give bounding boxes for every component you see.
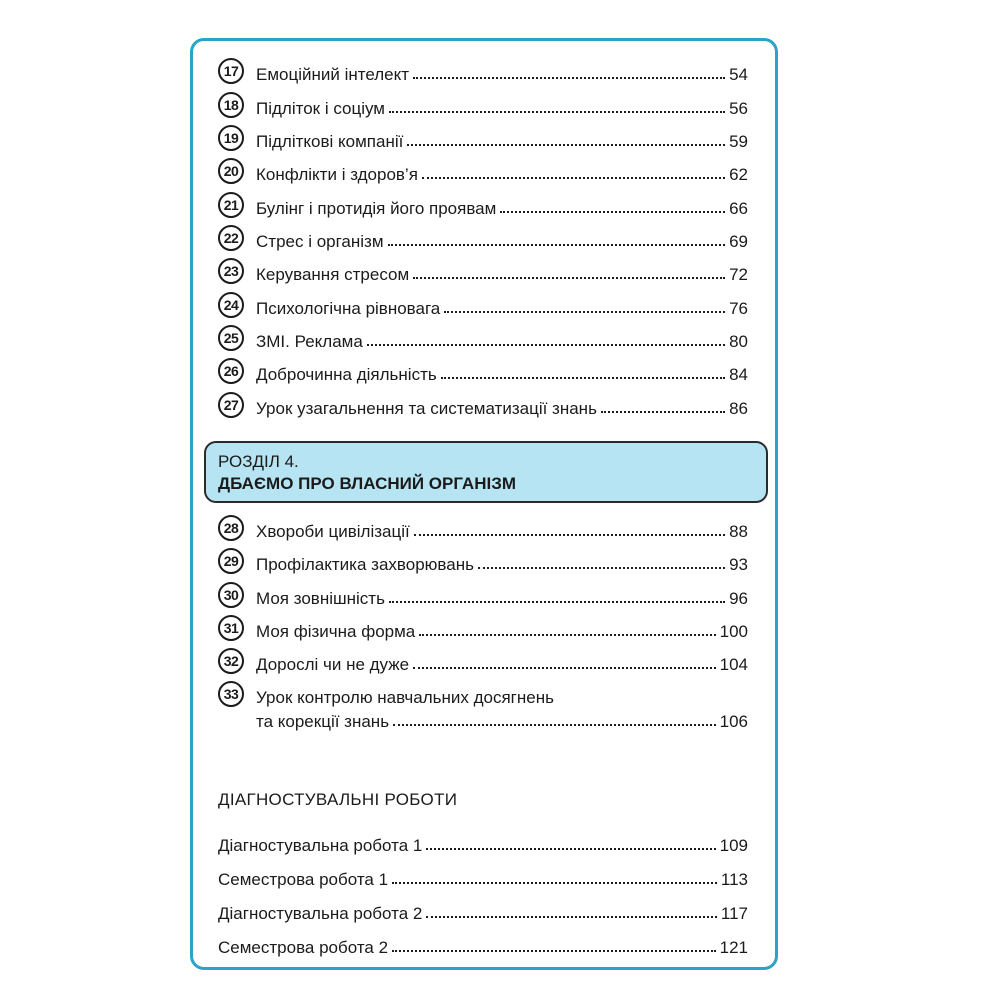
lesson-title: Підліток і соціум xyxy=(256,99,385,118)
page-number: 56 xyxy=(729,99,748,118)
toc-entry-27[interactable] xyxy=(218,389,748,419)
toc-entry-23[interactable] xyxy=(218,255,748,285)
page-number: 106 xyxy=(719,712,748,731)
lesson-number-badge: 23 xyxy=(218,258,244,284)
toc-entry-32[interactable] xyxy=(218,645,748,675)
work-title: Діагностувальна робота 1 xyxy=(218,836,423,855)
toc-entry-28[interactable] xyxy=(218,512,748,542)
toc-diagnostic-entry[interactable] xyxy=(218,928,748,958)
dot-leader xyxy=(389,111,725,113)
lesson-title: Доброчинна діяльність xyxy=(256,365,437,384)
lesson-number-badge: 20 xyxy=(218,158,244,184)
page-number: 117 xyxy=(720,904,748,923)
page-number: 80 xyxy=(729,332,748,351)
lesson-title: Дорослі чи не дуже xyxy=(256,655,410,674)
dot-leader xyxy=(413,77,725,79)
lesson-number-badge: 27 xyxy=(218,392,244,418)
toc-diagnostic-entry[interactable] xyxy=(218,860,748,890)
dot-leader xyxy=(601,411,725,413)
toc-entry-22[interactable] xyxy=(218,222,748,252)
page-number: 66 xyxy=(729,199,748,218)
lesson-number-badge: 32 xyxy=(218,648,244,674)
lesson-number-badge: 28 xyxy=(218,515,244,541)
lesson-title: Конфлікти і здоров’я xyxy=(256,165,418,184)
dot-leader xyxy=(414,534,725,536)
toc-entry-26[interactable] xyxy=(218,355,748,385)
toc-diagnostic-entry[interactable] xyxy=(218,894,748,924)
lesson-number-badge: 29 xyxy=(218,548,244,574)
page-number: 100 xyxy=(719,622,748,641)
work-title: Семестрова робота 1 xyxy=(218,870,389,889)
page-number: 86 xyxy=(729,399,748,418)
page-number: 104 xyxy=(719,655,748,674)
lesson-number-badge: 21 xyxy=(218,192,244,218)
toc-entry-25[interactable] xyxy=(218,322,748,352)
dot-leader xyxy=(426,848,715,850)
dot-leader xyxy=(393,724,716,726)
page-number: 93 xyxy=(729,555,748,574)
lesson-title: Профілактика захворювань xyxy=(256,555,474,574)
toc-entry-20[interactable] xyxy=(218,155,748,185)
lesson-title: Психологічна рівновага xyxy=(256,299,441,318)
dot-leader xyxy=(413,667,716,669)
page-number: 88 xyxy=(729,522,748,541)
work-title: Діагностувальна робота 2 xyxy=(218,904,423,923)
diagnostics-heading: ДІАГНОСТУВАЛЬНІ РОБОТИ xyxy=(218,790,458,809)
toc-entry-30[interactable] xyxy=(218,579,748,609)
toc-entry-24[interactable] xyxy=(218,289,748,319)
lesson-title: Емоційний інтелект xyxy=(256,65,410,84)
dot-leader xyxy=(426,916,717,918)
page-number: 69 xyxy=(729,232,748,251)
lesson-number-badge: 19 xyxy=(218,125,244,151)
page-number: 121 xyxy=(719,938,748,957)
dot-leader xyxy=(367,344,725,346)
dot-leader xyxy=(419,634,715,636)
page-number: 113 xyxy=(720,870,748,889)
page-number: 109 xyxy=(719,836,748,855)
page-number: 96 xyxy=(729,589,748,608)
toc-entry-17[interactable] xyxy=(218,55,748,85)
page-number: 62 xyxy=(729,165,748,184)
lesson-title: Моя зовнішність xyxy=(256,589,385,608)
work-title: Семестрова робота 2 xyxy=(218,938,389,957)
dot-leader xyxy=(422,177,725,179)
lesson-title-line-1: Урок контролю навчальних досягнень xyxy=(256,688,554,707)
dot-leader xyxy=(392,882,717,884)
toc-entry-19[interactable] xyxy=(218,122,748,152)
toc-entry-21[interactable] xyxy=(218,189,748,219)
lesson-title: Керування стресом xyxy=(256,265,410,284)
lesson-number-badge: 17 xyxy=(218,58,244,84)
dot-leader xyxy=(413,277,725,279)
dot-leader xyxy=(388,244,726,246)
lesson-number-badge: 22 xyxy=(218,225,244,251)
lesson-title: Хвороби цивілізації xyxy=(256,522,410,541)
section-4-header[interactable] xyxy=(204,441,768,503)
lesson-number-badge: 31 xyxy=(218,615,244,641)
lesson-title: Булінг і протидія його проявам xyxy=(256,199,497,218)
page-number: 76 xyxy=(729,299,748,318)
dot-leader xyxy=(444,311,725,313)
lesson-number-badge: 33 xyxy=(218,681,244,707)
lesson-number-badge: 26 xyxy=(218,358,244,384)
lesson-title: Підліткові компанії xyxy=(256,132,404,151)
dot-leader xyxy=(407,144,725,146)
lesson-number-badge: 24 xyxy=(218,292,244,318)
lesson-title: ЗМІ. Реклама xyxy=(256,332,363,351)
dot-leader xyxy=(500,211,725,213)
dot-leader xyxy=(478,567,725,569)
lesson-number-badge: 25 xyxy=(218,325,244,351)
page-number: 54 xyxy=(729,65,748,84)
dot-leader xyxy=(441,377,725,379)
lesson-title: Урок узагальнення та систематизації знань xyxy=(256,399,597,418)
dot-leader xyxy=(392,950,716,952)
lesson-number-badge: 18 xyxy=(218,92,244,118)
lesson-title: Стрес і організм xyxy=(256,232,384,251)
dot-leader xyxy=(389,601,725,603)
page-number: 59 xyxy=(729,132,748,151)
section-number: РОЗДІЛ 4. xyxy=(218,452,299,471)
toc-entry-29[interactable] xyxy=(218,545,748,575)
lesson-number-badge: 30 xyxy=(218,582,244,608)
lesson-title-line-2: та корекції знань xyxy=(256,712,390,731)
lesson-title: Моя фізична форма xyxy=(256,622,416,641)
page-number: 84 xyxy=(729,365,748,384)
toc-entry-18[interactable] xyxy=(218,89,748,119)
page-number: 72 xyxy=(729,265,748,284)
toc-entry-31[interactable] xyxy=(218,612,748,642)
section-title: ДБАЄМО ПРО ВЛАСНИЙ ОРГАНІЗМ xyxy=(218,474,517,493)
toc-entry-33-continued[interactable] xyxy=(256,702,748,732)
toc-diagnostic-entry[interactable] xyxy=(218,826,748,856)
